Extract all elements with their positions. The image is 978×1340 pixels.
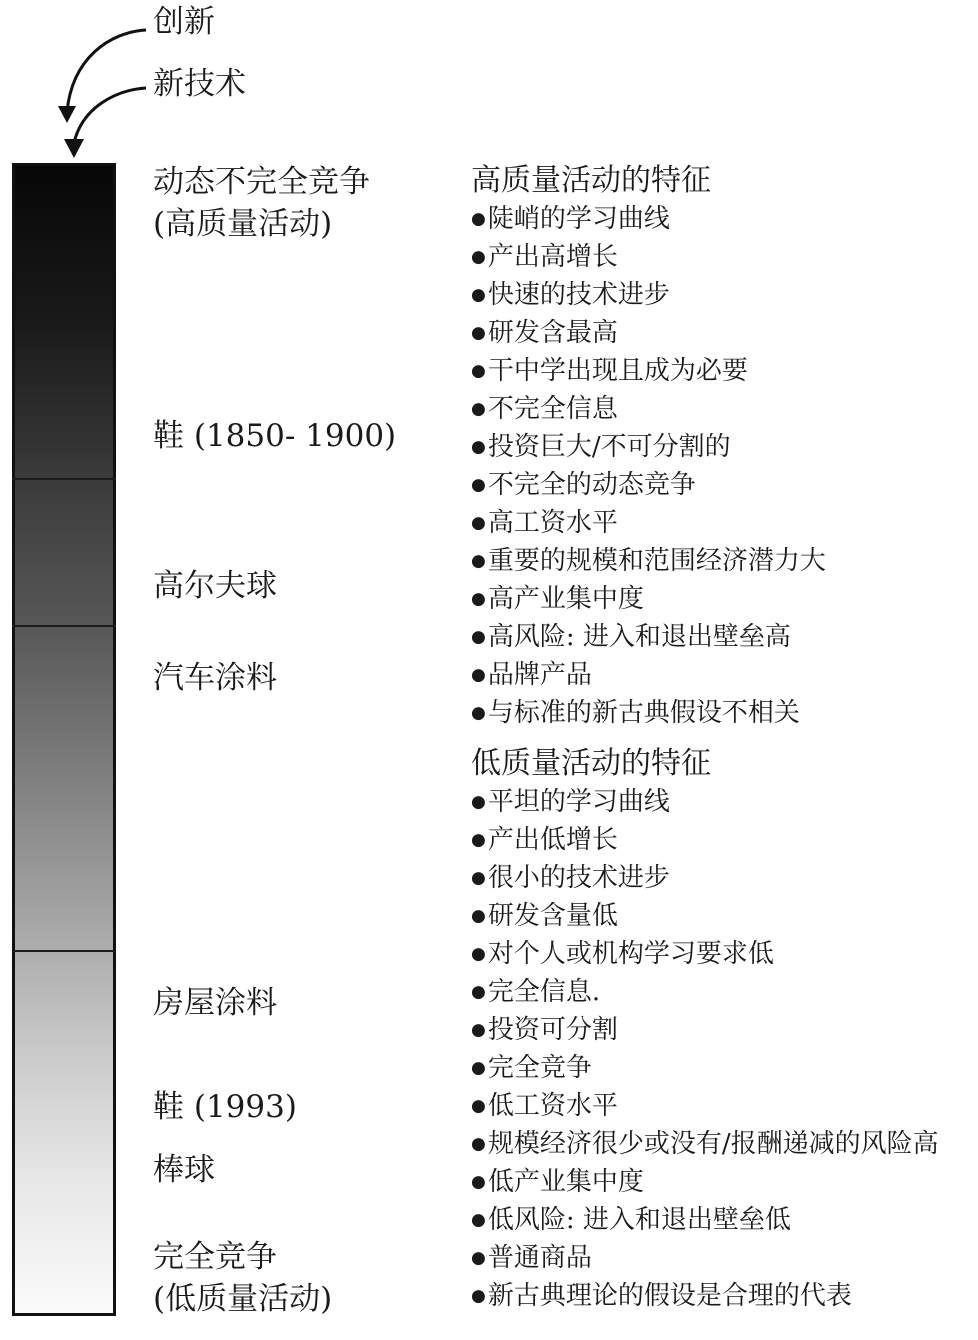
list-item: ● 产出高增长 [471,238,826,276]
list-item: ● 低风险: 进入和退出壁垒低 [471,1201,939,1239]
new-technology-label: 新技术 [153,66,246,102]
list-item: ● 高产业集中度 [471,580,826,618]
dynamic-imperfect-competition-label: 动态不完全竞争 [153,164,370,200]
list-item: ● 重要的规模和范围经济潜力大 [471,542,826,580]
perfect-competition-label: 完全竞争 [153,1239,277,1275]
list-item: ● 不完全的动态竞争 [471,466,826,504]
baseballs-label: 棒球 [153,1152,215,1188]
bar-divider-3 [12,950,116,952]
bar-divider-1 [12,478,116,480]
list-item: ● 产出低增长 [471,821,939,859]
list-item: ● 普通商品 [471,1239,939,1277]
house-paint-label: 房屋涂料 [153,985,277,1021]
list-item: ● 研发含量低 [471,897,939,935]
auto-paint-label: 汽车涂料 [153,660,277,696]
golf-balls-label: 高尔夫球 [153,568,277,604]
list-item: ● 完全竞争 [471,1049,939,1087]
list-item: ● 新古典理论的假设是合理的代表 [471,1277,939,1315]
list-item: ● 快速的技术进步 [471,276,826,314]
list-item: ● 投资巨大/不可分割的 [471,428,826,466]
shoes-1993-label: 鞋 (1993) [153,1089,297,1125]
list-item: ● 低工资水平 [471,1087,939,1125]
new-technology-arrow [74,88,146,143]
list-item: ● 品牌产品 [471,656,826,694]
list-item: ● 研发含最高 [471,314,826,352]
list-item: ● 对个人或机构学习要求低 [471,935,939,973]
list-item: ● 高工资水平 [471,504,826,542]
list-item: ● 完全信息. [471,973,939,1011]
list-item: ● 平坦的学习曲线 [471,783,939,821]
new-technology-arrow-head [64,139,84,158]
high-quality-list [471,200,826,732]
low-quality-activity-label: (低质量活动) [153,1281,333,1317]
shoes-1850-label: 鞋 (1850- 1900) [153,418,397,454]
list-item: ● 低产业集中度 [471,1163,939,1201]
list-item: ● 高风险: 进入和退出壁垒高 [471,618,826,656]
quality-gradient-bar [12,163,116,1316]
list-item: ● 与标准的新古典假设不相关 [471,694,826,732]
list-item: ● 陡峭的学习曲线 [471,200,826,238]
bar-divider-2 [12,625,116,627]
list-item: ● 干中学出现且成为必要 [471,352,826,390]
low-quality-list [471,783,939,1315]
high-quality-activity-label: (高质量活动) [153,206,333,242]
list-item: ● 投资可分割 [471,1011,939,1049]
list-item: ● 规模经济很少或没有/报酬递减的风险高 [471,1125,939,1163]
low-quality-heading: 低质量活动的特征 [471,746,711,781]
list-item: ● 不完全信息 [471,390,826,428]
high-quality-heading: 高质量活动的特征 [471,163,711,198]
list-item: ● 很小的技术进步 [471,859,939,897]
innovation-arrow-head [58,106,76,123]
innovation-label: 创新 [153,4,215,40]
